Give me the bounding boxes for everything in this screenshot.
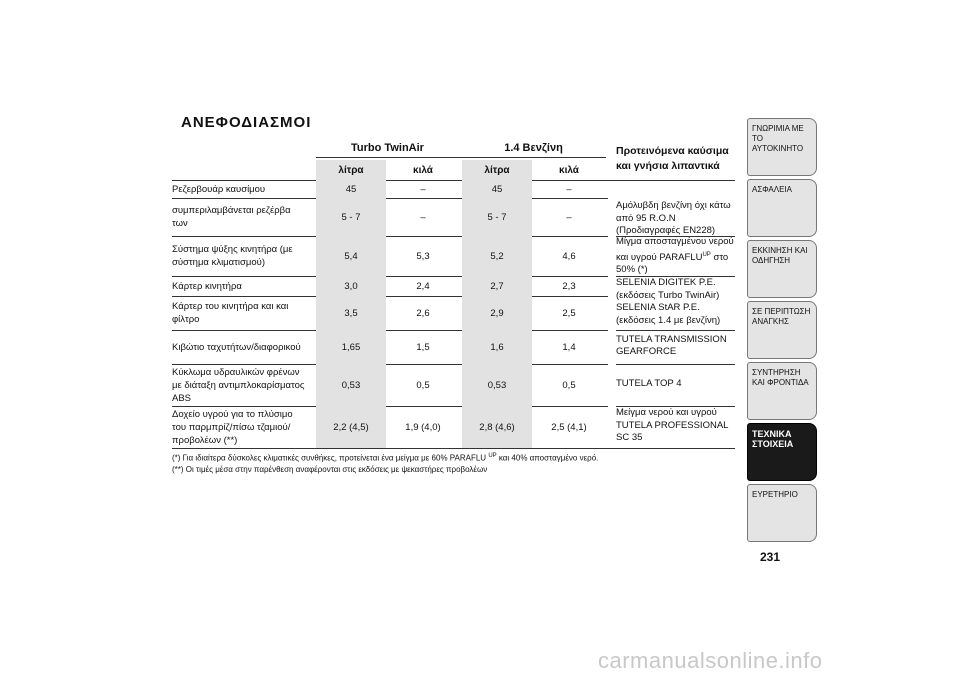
header-divider [316, 157, 606, 158]
value-cell: 5,2 [462, 236, 532, 276]
rec-divider [616, 364, 735, 365]
value-cell: – [566, 211, 572, 223]
recommendation-coolant [616, 236, 741, 276]
footnote-2: (**) Οι τιμές μέσα στην παρένθεση αναφέρονται στις εκδόσεις με ψεκαστήρες προβολέων [172, 465, 488, 474]
recommendation-engine-oil: SELENIA DIGITEK P.E. (εκδόσεις Turbo TwinAir) SELENIA StAR P.E. (εκδόσεις 1.4 με βενζίνη) [616, 277, 721, 326]
tab-7[interactable]: ΕΥΡΕΤΗΡΙΟ [747, 484, 817, 542]
rec-divider [616, 330, 735, 331]
tab-5[interactable]: ΣΥΝΤΗΡΗΣΗ ΚΑΙ ΦΡΟΝΤΙΔΑ [747, 362, 817, 420]
value-cell: 5 - 7 [462, 198, 532, 236]
row-label: Ρεζερβουάρ καυσίμου [172, 183, 266, 195]
value-cell: 0,5 [562, 379, 576, 391]
footnote-1-text-end: και 40% αποσταγμένο νερό. [498, 453, 599, 463]
recommended-fluids-header: Προτεινόμενα καύσιμα και γνήσια λιπαντικά [616, 145, 729, 172]
value-cell: 1,9 (4,0) [405, 421, 441, 433]
value-cell: 1,5 [416, 341, 430, 353]
value-cell: 0,53 [316, 364, 386, 406]
coolant-sup: UP [702, 251, 711, 258]
tab-6[interactable]: ΤΕΧΝΙΚΑ ΣΤΟΙΧΕΙΑ [747, 423, 817, 481]
tab-4[interactable]: ΣΕ ΠΕΡΙΠΤΩΣΗ ΑΝΑΓΚΗΣ [747, 301, 817, 359]
engine-header-turbo-twinair: Turbo TwinAir [351, 142, 424, 154]
value-cell: 2,7 [462, 276, 532, 296]
footnote-1-text: (*) Για ιδιαίτερα δύσκολες κλιματικές συνθήκες, προτείνεται ένα μείγμα με 60% PARAFLU [172, 453, 487, 463]
recommendation-gearbox-oil: TUTELA TRANSMISSION GEARFORCE [616, 333, 727, 357]
value-cell: 2,2 (4,5) [316, 406, 386, 448]
coolant-text-end: στο 50% (*) [616, 251, 729, 276]
value-cell: 2,5 [562, 307, 576, 319]
value-cell: 4,6 [562, 250, 576, 262]
subheader-kg-twinair: κιλά [413, 164, 433, 176]
value-cell: 2,8 (4,6) [462, 406, 532, 448]
recommendation-washer-fluid: Μείγμα νερού και υγρού TUTELA PROFESSIONAL SC 35 [616, 407, 729, 444]
value-cell: 5 - 7 [316, 198, 386, 236]
value-cell: 3,5 [316, 296, 386, 330]
page-number: 231 [760, 550, 781, 564]
value-cell: 2,5 (4,1) [551, 421, 587, 433]
row-label: Κάρτερ κινητήρα [172, 280, 242, 292]
recommendation-fuel: Αμόλυβδη βενζίνη όχι κάτω από 95 R.O.N (Προδιαγραφές EN228) [616, 200, 731, 237]
rec-divider [616, 406, 735, 407]
tab-1[interactable]: ΓΝΩΡΙΜΙΑ ΜΕ ΤΟ ΑΥΤΟΚΙΝΗΤΟ [747, 118, 817, 176]
footnote-1-sup: UP [488, 453, 497, 459]
subheader-litres-twinair: λίτρα [316, 160, 386, 180]
row-label: Σύστημα ψύξης κινητήρα (με σύστημα κλιματισμού) [172, 244, 293, 268]
value-cell: 2,3 [562, 280, 576, 292]
value-cell: 1,65 [316, 330, 386, 364]
value-cell: 2,4 [416, 280, 430, 292]
coolant-text: Μίγμα αποσταγμένου νερού και υγρού PARAFLU [616, 236, 734, 263]
watermark: carmanualsonline.info [598, 648, 823, 673]
row-label: Κιβώτιο ταχυτήτων/διαφορικού [172, 341, 301, 353]
recommendation-brake-fluid: TUTELA TOP 4 [616, 377, 682, 389]
row-label: συμπεριλαμβάνεται ρεζέρβα των [172, 205, 291, 229]
value-cell: – [420, 211, 426, 223]
value-cell: 1,4 [562, 341, 576, 353]
rec-divider [616, 236, 735, 237]
row-label: Κύκλωμα υδραυλικών φρένων με διάταξη αντιμπλοκαρίσματος ABS [172, 366, 305, 404]
row-label: Δοχείο υγρού για το πλύσιμο του παρμπρίζ/πίσω τζαμιού/ προβολέων (**) [172, 408, 293, 446]
page-title: ΑΝΕΦΟΔΙΑΣΜΟΙ [181, 114, 312, 131]
value-cell: 5,4 [316, 236, 386, 276]
value-cell: 45 [462, 180, 532, 198]
value-cell: 0,53 [462, 364, 532, 406]
value-cell: 2,9 [462, 296, 532, 330]
engine-header-14-petrol: 1.4 Βενζίνη [504, 142, 563, 154]
value-cell: 0,5 [416, 379, 430, 391]
value-cell: 1,6 [462, 330, 532, 364]
rec-divider [616, 276, 735, 277]
footnote-1 [172, 451, 598, 464]
value-cell: 45 [316, 180, 386, 198]
tab-3[interactable]: ΕΚΚΙΝΗΣΗ ΚΑΙ ΟΔΗΓΗΣΗ [747, 240, 817, 298]
subheader-litres-petrol: λίτρα [462, 160, 532, 180]
tab-2[interactable]: ΑΣΦΑΛΕΙΑ [747, 179, 817, 237]
row-label: Κάρτερ του κινητήρα και και φίλτρο [172, 301, 289, 325]
subheader-kg-petrol: κιλά [559, 164, 579, 176]
value-cell: – [420, 183, 426, 195]
value-cell: 3,0 [316, 276, 386, 296]
row-divider [172, 448, 608, 449]
value-cell: – [566, 183, 572, 195]
value-cell: 2,6 [416, 307, 430, 319]
value-cell: 5,3 [416, 250, 430, 262]
